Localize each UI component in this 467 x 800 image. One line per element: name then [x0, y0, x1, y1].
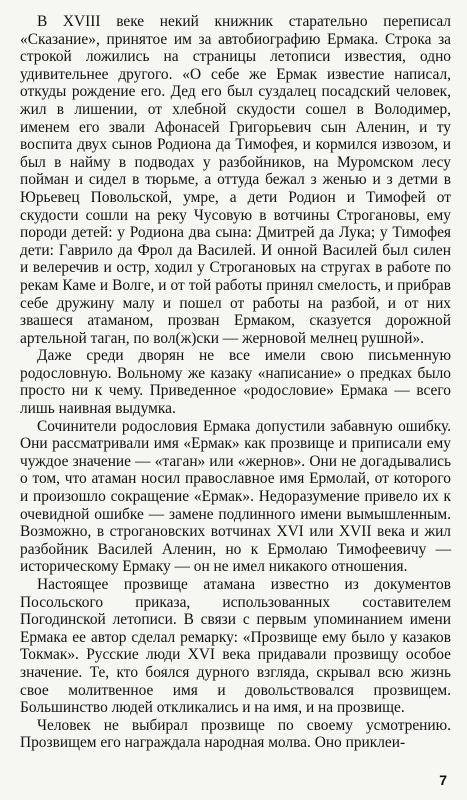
paragraph: В XVIII веке некий книжник старательно переписал «Сказание», принятое им за автобиографию Ермака. Строка за строкой ложились на страницы летописи известия, одно удивительнее другого. «О себе же Ермак известие написал, откуды рождение его. Дед его был суздалец посадский человек, жил в лишении, от хлебной скудости сошел в Володимер, именем его звали Афонасей Григорьевич сын Аленин, и ту воспита двух сынов Родиона да Тимофея, и кормился извозом, и был в найму в подводах у разбойников, на Муромском лесу пойман и сидел в тюрьме, а оттуда бежал з женью и з детми в Юрьевец Повольской, умре, а дети Родион и Тимофей от скудости сошли на реку Чусовую в вотчины Строгановы, ему породи детей: у Родиона два сына: Дмитрей да Лука; у Тимофея дети: Гаврило да Фрол да Василей. И онной Василей был силен и велеречив и остр, ходил у Строгановых на стругах в работе по рекам Каме и Волге, и от той работы принял смелость, и прибрав себе дружину малу и пошел от работы на разбой, и от них звашеся атаманом, прозван Ермаком, сказуется дорожной артельной таган, по вол(ж)ски — жерновой мелнец рушной». — [20, 13, 451, 347]
page-number: 7 — [439, 772, 447, 788]
paragraph: Сочинители родословия Ермака допустили забавную ошибку. Они рассматривали имя «Ермак» как прозвище и приписали ему чуждое значение — «таган» или «жернов». Они не догадывались о том, что атаман носил православное имя Ермолай, от которого и произошло сокращение «Ермак». Недоразумение привело их к очевидной ошибке — замене подлинного имени вымышленным. Возможно, в строгановских вотчинах XVI или XVII века и жил разбойник Василей Аленин, но к Ермолаю Тимофеевичу — историческому Ермаку — он не имел никакого отношения. — [20, 417, 451, 576]
paragraph: Настоящее прозвище атамана известно из документов Посольского приказа, использованных составителем Погодинской летописи. В связи с первым упоминанием имени Ермака ее автор сделал ремарку: «Прозвище ему было у казаков Токмак». Русские люди XVI века придавали прозвищу особое значение. Те, кто боялся дурного взгляда, скрывал всю жизнь свое молитвенное имя и довольствовался прозвищем. Большинство людей откликались и на имя, и на прозвище. — [20, 576, 451, 717]
body-text — [20, 13, 451, 752]
paragraph: Человек не выбирал прозвище по своему усмотрению. Прозвищем его награждала народная молва. Оно приклеи- — [20, 716, 451, 752]
paragraph: Даже среди дворян не все имели свою письменную родословную. Вольному же казаку «написание» о предках было просто ни к чему. Приведенное «родословие» Ермака — всего лишь наивная выдумка. — [20, 347, 451, 418]
